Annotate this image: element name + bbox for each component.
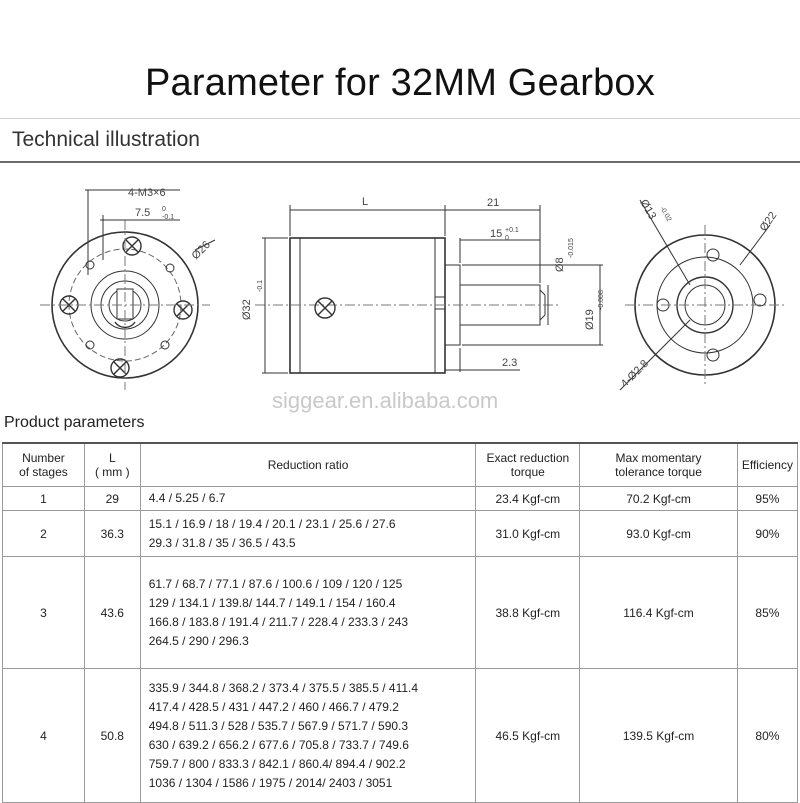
parameters-table — [2, 442, 798, 803]
dim-l: L — [362, 196, 369, 208]
ratio-cell: 335.9 / 344.8 / 368.2 / 373.4 / 375.5 / 385.5 / 411.4 417.4 / 428.5 / 431 / 447.2 / 460 / 466.7 / 479.2 494.8 / 511.3 / 528 / 535.7 / 567.9 / 571.7 / 590.3 630 / 639.2 / 656.2 / 677.6 / 705.8 / 733.7 / 749.6 759.7 / 800 / 833.3 / 842.1 / 860.4/ 894.4 / 902.2 1036 / 1304 / 1586 / 1975 / 2014/ 2403 / 3051 — [140, 669, 476, 803]
stages-cell: 1 — [3, 487, 85, 511]
dim-m3: 4-M3×6 — [128, 187, 166, 199]
divider — [0, 161, 800, 163]
ratio-cell: 61.7 / 68.7 / 77.1 / 87.6 / 100.6 / 109 / 120 / 125 129 / 134.1 / 139.8/ 144.7 / 149.1 / 154 / 160.4 166.8 / 183.8 / 191.4 / 211.7 / 228.4 / 233.3 / 243 264.5 / 290 / 296.3 — [140, 557, 476, 669]
side-view — [255, 205, 603, 373]
dim-d8: Ø8 — [554, 257, 566, 272]
watermark: siggear.en.alibaba.com — [272, 388, 499, 413]
technical-drawing — [0, 165, 800, 410]
dim-d8-tol: -0.015 — [568, 238, 575, 258]
dim-depth-tol-dn: -0.1 — [162, 214, 175, 221]
table-row — [3, 511, 798, 557]
col-torque: Exact reduction torque — [476, 443, 580, 487]
section-heading: Technical illustration — [12, 128, 200, 151]
dim-depth-tol-up: 0 — [162, 206, 166, 213]
max-torque-cell: 116.4 Kgf-cm — [580, 557, 738, 669]
dim-depth: 7.5 — [135, 207, 151, 219]
efficiency-cell: 95% — [737, 487, 797, 511]
dim-d32-tol: -0.1 — [257, 279, 264, 292]
torque-cell: 38.8 Kgf-cm — [476, 557, 580, 669]
stages-cell: 3 — [3, 557, 85, 669]
dim-15: 15 — [490, 228, 503, 240]
max-torque-cell: 139.5 Kgf-cm — [580, 669, 738, 803]
dim-15-tol-up: +0.1 — [505, 227, 519, 234]
dim-d22: Ø22 — [757, 209, 780, 234]
length-cell: 29 — [84, 487, 140, 511]
stages-cell: 2 — [3, 511, 85, 557]
torque-cell: 31.0 Kgf-cm — [476, 511, 580, 557]
table-row — [3, 487, 798, 511]
col-stages: Number of stages — [3, 443, 85, 487]
page-title: Parameter for 32MM Gearbox — [145, 62, 655, 104]
col-max-torque: Max momentary tolerance torque — [580, 443, 738, 487]
col-efficiency: Efficiency — [737, 443, 797, 487]
col-ratio: Reduction ratio — [140, 443, 476, 487]
dim-d13: Ø13 — [637, 197, 659, 222]
table-header-row — [3, 443, 798, 487]
torque-cell: 23.4 Kgf-cm — [476, 487, 580, 511]
ratio-cell: 4.4 / 5.25 / 6.7 — [140, 487, 476, 511]
stages-cell: 4 — [3, 669, 85, 803]
dim-d19-tol: -0.008 — [598, 290, 605, 310]
dim-21: 21 — [487, 197, 500, 209]
max-torque-cell: 93.0 Kgf-cm — [580, 511, 738, 557]
length-cell: 50.8 — [84, 669, 140, 803]
dim-15-tol-dn: 0 — [505, 235, 509, 242]
dim-d13-tol: -0.02 — [658, 205, 673, 223]
dim-2-3: 2.3 — [502, 357, 518, 369]
dim-d19: Ø19 — [584, 309, 596, 330]
efficiency-cell: 85% — [737, 557, 797, 669]
divider — [0, 118, 800, 119]
dim-d26: Ø26 — [189, 238, 213, 263]
product-parameters-heading: Product parameters — [4, 414, 145, 431]
length-cell: 43.6 — [84, 557, 140, 669]
efficiency-cell: 90% — [737, 511, 797, 557]
torque-cell: 46.5 Kgf-cm — [476, 669, 580, 803]
front-view — [40, 190, 215, 390]
ratio-cell: 15.1 / 16.9 / 18 / 19.4 / 20.1 / 23.1 / 25.6 / 27.6 29.3 / 31.8 / 35 / 36.5 / 43.5 — [140, 511, 476, 557]
dim-d28: 4-Ø2.8 — [618, 357, 651, 391]
max-torque-cell: 70.2 Kgf-cm — [580, 487, 738, 511]
col-length: L ( mm ) — [84, 443, 140, 487]
table-row — [3, 557, 798, 669]
length-cell: 36.3 — [84, 511, 140, 557]
table-row — [3, 669, 798, 803]
dim-d32: Ø32 — [241, 299, 253, 320]
efficiency-cell: 80% — [737, 669, 797, 803]
